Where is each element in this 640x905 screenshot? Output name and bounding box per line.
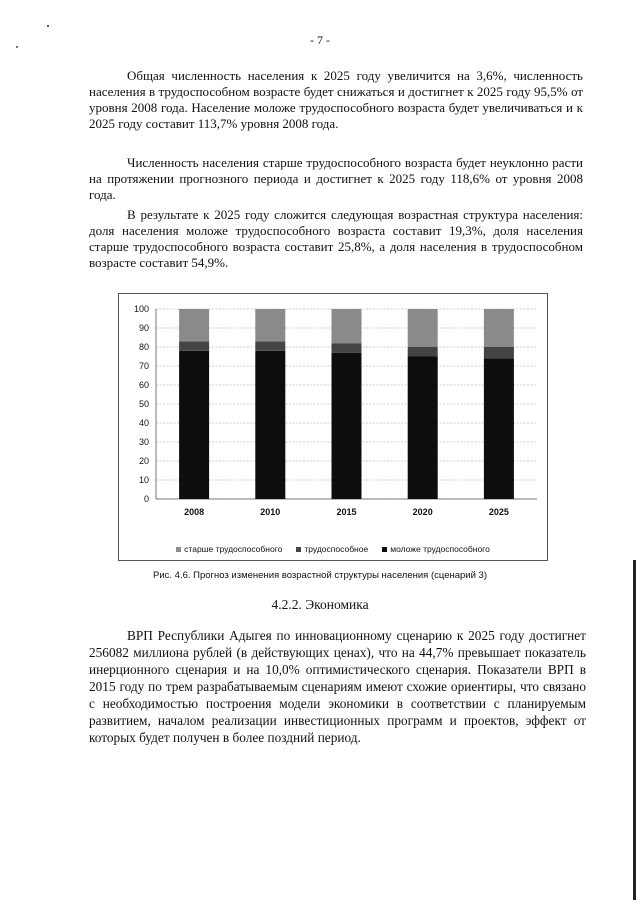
chart-plot <box>119 294 549 562</box>
paragraph-age-structure: В результате к 2025 году сложится следующая возрастная структура населения: доля населения моложе трудоспособного возраста составит 19,3%, доля населения старше трудоспособного возраста составит 25,8%, а доля населения в трудоспособном возрасте составит 54,9%. <box>89 207 583 270</box>
legend-label: старше трудоспособного <box>184 544 283 554</box>
legend-swatch <box>382 547 387 552</box>
x-tick-label: 2025 <box>488 507 509 517</box>
legend-swatch <box>176 547 181 552</box>
bar-segment <box>408 347 438 357</box>
bar-segment <box>255 341 285 351</box>
bar-segment <box>179 351 209 499</box>
chart-legend <box>119 544 547 554</box>
scan-speck <box>16 46 18 48</box>
paragraph-population-total: Общая численность населения к 2025 году увеличится на 3,6%, численность населения в трудоспособном возрасте будет снижаться и достигнет к 2025 году 95,5% от уровня 2008 года. Население моложе трудоспособного возраста будет увеличиваться и к 2025 году составит 113,7% уровня 2008 года. <box>89 68 583 131</box>
y-tick-label: 10 <box>138 475 149 485</box>
bar-segment <box>408 357 438 500</box>
bar-segment <box>484 309 514 347</box>
scan-edge-shadow <box>633 560 636 900</box>
paragraph-grp-economy: ВРП Республики Адыгея по инновационному сценарию к 2025 году достигнет 256082 миллиона рублей (в действующих ценах), что на 44,7% превышает показатель инерционного сценария и на 10,0% оптимистического сценария. Показатели ВРП в 2015 году по трем разрабатываемым сценариям имеют схожие ориентиры, что связано с необходимостью построения модели экономики в соответствии с планируемым развитием, началом реализации инвестиционных программ и проектов, эффект от которых будет получен в более поздний период. <box>89 628 586 745</box>
age-structure-chart <box>118 293 548 561</box>
y-tick-label: 100 <box>133 304 149 314</box>
section-title: 4.2.2. Экономика <box>271 597 369 612</box>
x-tick-label: 2008 <box>184 507 205 517</box>
y-tick-label: 90 <box>138 323 149 333</box>
figure-caption: Рис. 4.6. Прогноз изменения возрастной структуры населения (сценарий 3) <box>153 570 487 581</box>
y-tick-label: 40 <box>138 418 149 428</box>
bar-segment <box>255 351 285 499</box>
x-tick-label: 2010 <box>260 507 281 517</box>
bar-segment <box>255 309 285 341</box>
legend-label: трудоспособное <box>304 544 369 554</box>
bar-segment <box>484 347 514 358</box>
bar-segment <box>179 309 209 341</box>
paragraph-population-elderly: Численность населения старше трудоспособного возраста будет неуклонно расти на протяжении прогнозного периода и достигнет к 2025 году 118,6% от уровня 2008 года. <box>89 155 583 202</box>
page-number: - 7 - <box>310 33 330 47</box>
x-tick-label: 2015 <box>336 507 357 517</box>
y-tick-label: 60 <box>138 380 149 390</box>
legend-item <box>296 544 368 554</box>
legend-item <box>382 544 490 554</box>
bar-segment <box>408 309 438 347</box>
y-tick-label: 50 <box>138 399 149 409</box>
y-tick-label: 30 <box>138 437 149 447</box>
bar-segment <box>332 353 362 499</box>
y-tick-label: 80 <box>138 342 149 352</box>
x-tick-label: 2020 <box>412 507 433 517</box>
bar-segment <box>332 343 362 353</box>
bar-segment <box>332 309 362 343</box>
y-tick-label: 0 <box>143 494 149 504</box>
y-tick-label: 20 <box>138 456 149 466</box>
scan-speck <box>47 25 49 27</box>
legend-item <box>176 544 282 554</box>
legend-label: моложе трудоспособного <box>390 544 490 554</box>
legend-swatch <box>296 547 301 552</box>
bar-segment <box>484 358 514 499</box>
bar-segment <box>179 341 209 351</box>
y-tick-label: 70 <box>138 361 149 371</box>
